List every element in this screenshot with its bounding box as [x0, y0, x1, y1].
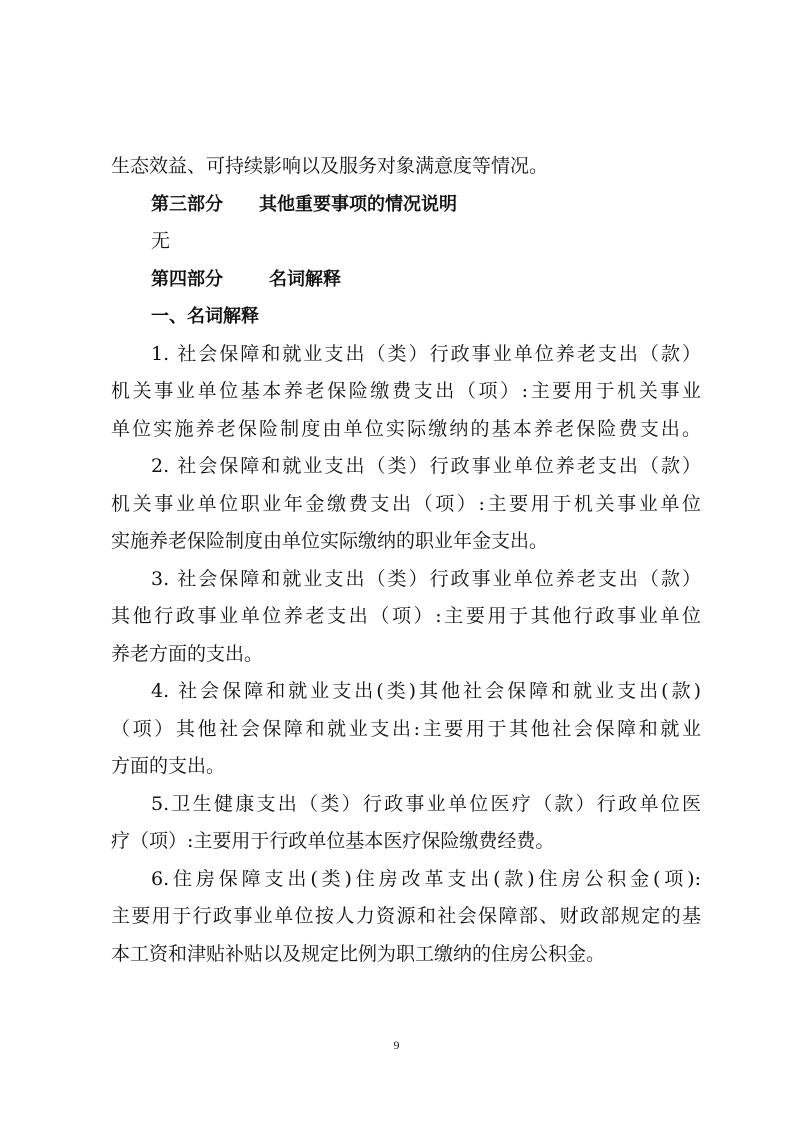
- item-2-line-3: 实施养老保险制度由单位实际缴纳的职业年金支出。: [111, 530, 549, 552]
- part4-heading: [111, 261, 701, 299]
- item-3-line-3: 养老方面的支出。: [111, 642, 264, 665]
- item-2-line-1: 2. 社会保障和就业支出（类）行政事业单位养老支出（款）: [151, 455, 701, 477]
- part3-body: 无: [151, 230, 171, 252]
- item-3-line-1: 3. 社会保障和就业支出（类）行政事业单位养老支出（款）: [151, 567, 701, 590]
- item-3-line-2: 其他行政事业单位养老支出（项）:主要用于其他行政事业单位: [111, 605, 701, 627]
- part4-label: 第四部分: [151, 268, 223, 290]
- part3-label: 第三部分: [151, 193, 223, 215]
- item-5-line-2: 疗（项）:主要用于行政单位基本医疗保险缴费经费。: [111, 830, 555, 852]
- item-2-line-2: 机关事业单位职业年金缴费支出（项）:主要用于机关事业单位: [111, 492, 701, 515]
- part4-title: 名词解释: [269, 268, 341, 290]
- section-heading: 一、名词解释: [151, 306, 259, 327]
- page-number: 9: [393, 1038, 400, 1052]
- item-1-line-2: 机关事业单位基本养老保险缴费支出（项）:主要用于机关事业: [111, 380, 701, 402]
- part3-heading: [111, 186, 701, 224]
- item-6-line-1: 6.住房保障支出(类)住房改革支出(款)住房公积金(项):: [151, 867, 701, 890]
- item-4-line-3: 方面的支出。: [111, 755, 226, 777]
- item-4-line-2: （项）其他社会保障和就业支出:主要用于其他社会保障和就业: [111, 717, 701, 740]
- item-1-line-1: 1. 社会保障和就业支出（类）行政事业单位养老支出（款）: [151, 342, 701, 365]
- item-5-line-1: 5.卫生健康支出（类）行政事业单位医疗（款）行政单位医: [151, 792, 701, 815]
- item-1-line-3: 单位实施养老保险制度由单位实际缴纳的基本养老保险费支出。: [111, 417, 701, 440]
- item-6-line-3: 本工资和津贴补贴以及规定比例为职工缴纳的住房公积金。: [111, 942, 606, 965]
- item-6-line-2: 主要用于行政事业单位按人力资源和社会保障部、财政部规定的基: [111, 905, 701, 927]
- item-4-line-1: 4. 社会保障和就业支出(类)其他社会保障和就业支出(款): [151, 680, 701, 702]
- paragraph-line: 生态效益、可持续影响以及服务对象满意度等情况。: [111, 155, 549, 177]
- document-body: [111, 148, 701, 973]
- part3-title: 其他重要事项的情况说明: [259, 193, 457, 215]
